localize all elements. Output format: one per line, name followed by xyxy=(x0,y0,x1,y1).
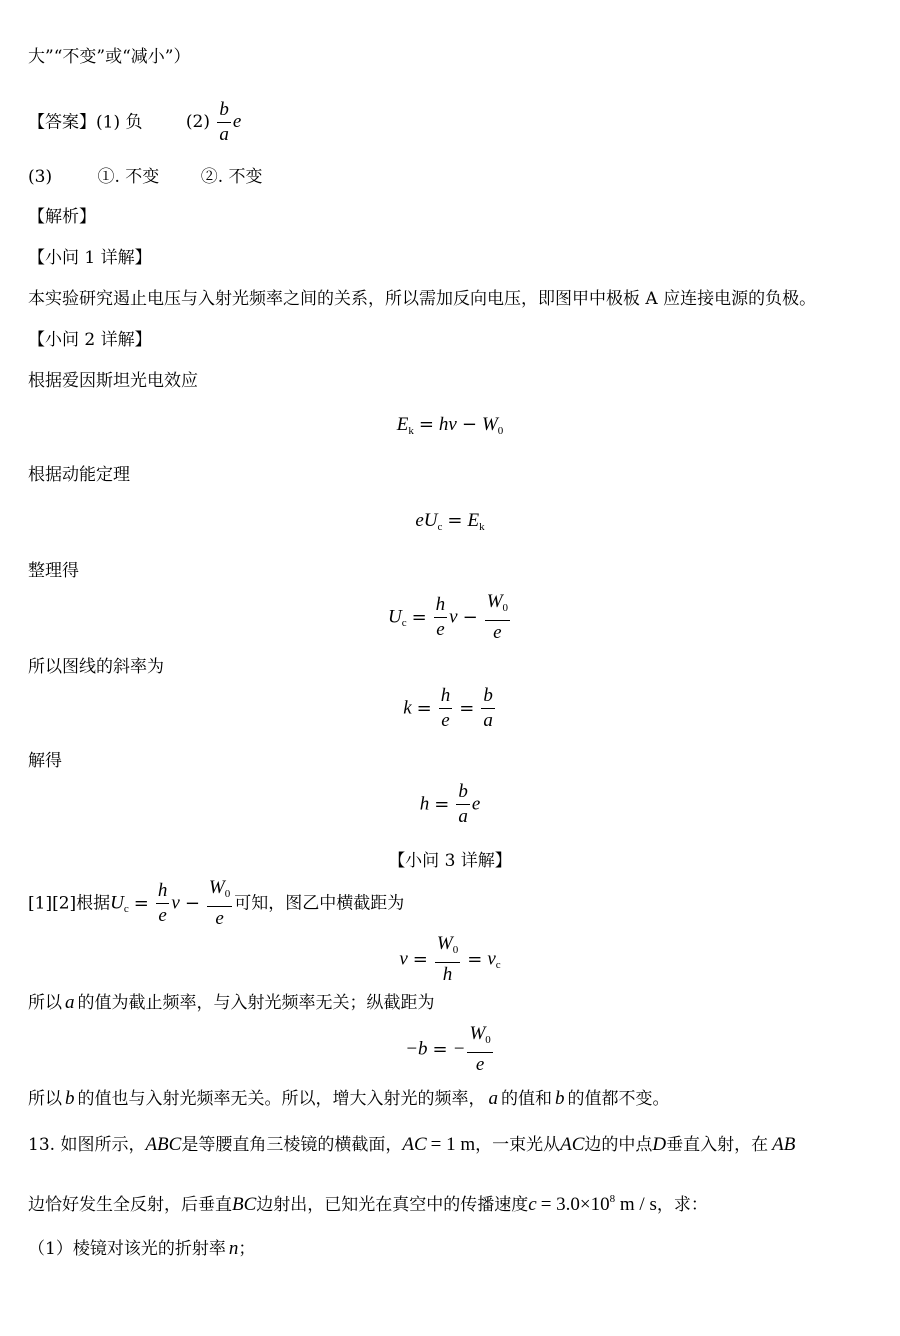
equation-4: k = $\frac{h}{e}$ = $\frac{b}{a}$ xyxy=(403,685,493,731)
subquestion-3-heading: 【小问 3 详解】 xyxy=(388,851,512,871)
intercept-text: 所以 a 的值为截止频率，与入射光频率无关；纵截距为 xyxy=(28,992,435,1013)
formula-line: [1][2]根据$U_c$ = $\frac{h}{e}$ ν − $\frac{W_0}{e}$ 可知，图乙中横截距为 xyxy=(28,877,405,929)
problem-13-question-1: （1）棱镜对该光的折射率 n； xyxy=(28,1238,256,1259)
conclusion-text: 所以 b 的值也与入射光频率无关。所以，增大入射光的频率， a 的值和 b 的值都不变。 xyxy=(28,1088,670,1109)
subquestion-1-text: 本实验研究遏止电压与入射光频率之间的关系，所以需加反向电压，即图甲中极板 A 应连接电源的负极。 xyxy=(28,289,817,309)
einstein-text: 根据爱因斯坦光电效应 xyxy=(28,371,198,391)
subquestion-1-heading: 【小问 1 详解】 xyxy=(28,248,152,268)
part3-label: (3) xyxy=(28,167,53,187)
equation-7: −b = − $\frac{W_0}{e}$ xyxy=(405,1023,491,1075)
problem-13-line-1: 13. 如图所示，ABC是等腰直角三棱镜的横截面，AC = 1 m，一束光从AC边的中点D垂直入射，在 AB xyxy=(28,1134,796,1155)
numerator: b xyxy=(217,98,231,123)
answer-part2-label: (2) xyxy=(185,112,210,133)
problem-13-line-2: 边恰好发生全反射，后垂直BC边射出，已知光在真空中的传播速度$c = 3.0\times 10^8$ m / s，求： xyxy=(28,1193,708,1215)
rearrange-text: 整理得 xyxy=(28,561,79,581)
subquestion-2-heading: 【小问 2 详解】 xyxy=(28,330,152,350)
part3-answer-2: ②. 不变 xyxy=(200,167,263,187)
analysis-heading: 【解析】 xyxy=(28,207,96,227)
text-line-1: 大”“不变”或“减小”） xyxy=(28,47,191,67)
slope-text: 所以图线的斜率为 xyxy=(28,657,164,677)
answer-line xyxy=(28,98,241,148)
equation-2: $eU_c = E_k$ xyxy=(415,510,485,533)
equation-5: h = $\frac{b}{a}$ e xyxy=(419,781,481,827)
answer-part3-line xyxy=(28,166,263,188)
denominator: a xyxy=(219,124,229,145)
equation-1: $E_k = h\nu - W_0$ xyxy=(396,414,504,437)
kinetic-theorem-text: 根据动能定理 xyxy=(28,465,130,485)
answer-formula xyxy=(215,99,242,145)
answer-label: 【答案】(1) 负 xyxy=(28,112,143,133)
equation-6: ν = $\frac{W_0}{h}$ = $\nu_c$ xyxy=(399,933,501,985)
fraction xyxy=(217,98,231,147)
formula-e: e xyxy=(232,110,242,132)
equation-3: $U_c$ = $\frac{h}{e}$ ν − $\frac{W_0}{e}$ xyxy=(387,591,509,643)
part3-answer-1: ①. 不变 xyxy=(97,167,160,187)
solve-text: 解得 xyxy=(28,751,62,771)
